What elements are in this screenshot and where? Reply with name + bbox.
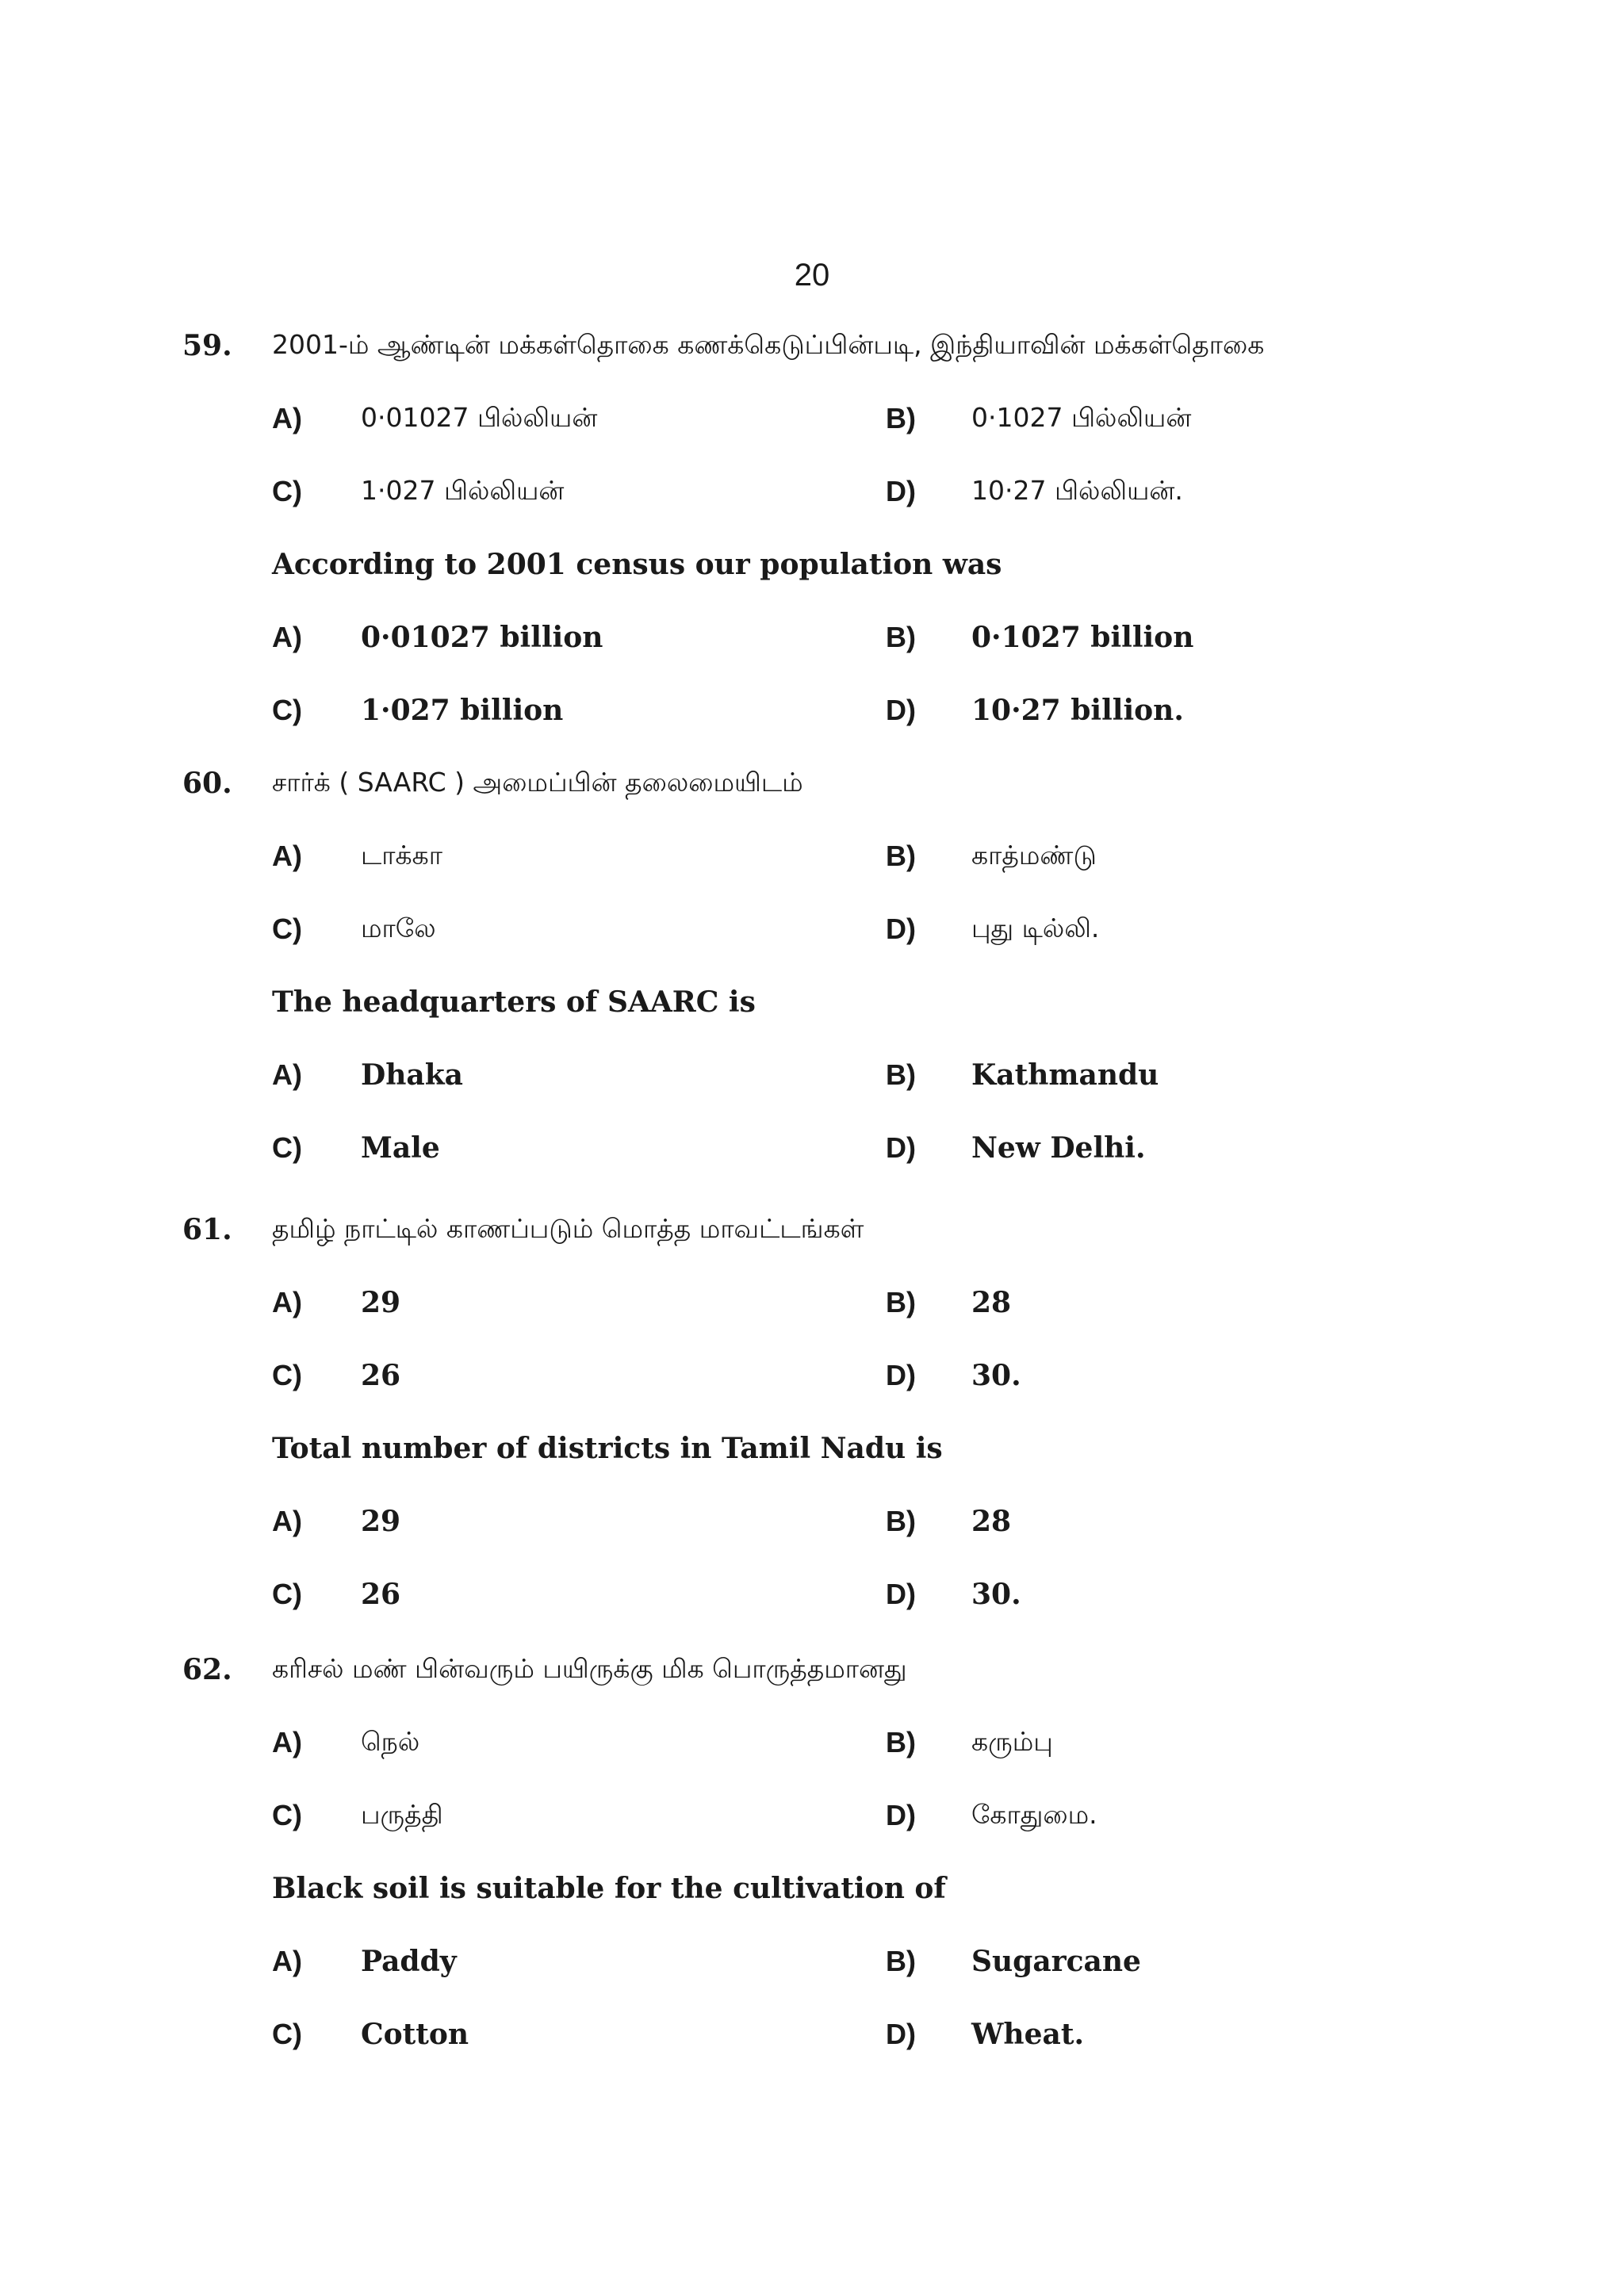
option-text: பருத்தி	[361, 1799, 443, 1830]
option-letter: B)	[886, 402, 916, 434]
option-text: புது டில்லி.	[971, 913, 1100, 943]
option-letter: D)	[886, 1578, 916, 1610]
option-text: Sugarcane	[971, 1945, 1141, 1978]
question-number: 61.	[182, 1213, 232, 1246]
option-text: நெல்	[361, 1726, 420, 1757]
option-letter: D)	[886, 2018, 916, 2050]
option-row	[0, 1578, 1624, 1651]
option-text: 0·1027 billion	[971, 621, 1194, 654]
option-text: காத்மண்டு	[971, 840, 1097, 871]
page-number: 20	[794, 258, 830, 293]
option-letter: B)	[886, 1726, 916, 1758]
question-stem-tamil: தமிழ் நாட்டில் காணப்படும் மொத்த மாவட்டங்கள்	[272, 1213, 864, 1244]
option-letter: D)	[886, 913, 916, 945]
option-text: மாலே	[361, 913, 436, 943]
question-stem-tamil: 2001-ம் ஆண்டின் மக்கள்தொகை கணக்கெடுப்பின்படி, இந்தியாவின் மக்கள்தொகை	[272, 329, 1265, 360]
option-text: 28	[971, 1286, 1012, 1319]
option-text: 1·027 பில்லியன்	[361, 475, 565, 506]
option-row	[0, 1058, 1624, 1131]
option-text: Paddy	[361, 1945, 457, 1978]
question-stem-tamil: சார்க் ( SAARC ) அமைப்பின் தலைமையிடம்	[272, 767, 803, 798]
option-letter: A)	[272, 1058, 302, 1091]
question-stem-english: Total number of districts in Tamil Nadu is	[272, 1432, 943, 1465]
option-letter: D)	[886, 694, 916, 726]
question-stem-english: Black soil is suitable for the cultivation of	[272, 1872, 946, 1905]
option-row	[0, 402, 1624, 475]
option-letter: A)	[272, 840, 302, 872]
option-row	[0, 1799, 1624, 1872]
question-61	[0, 1213, 1624, 1651]
option-text: Wheat.	[971, 2018, 1084, 2051]
option-letter: B)	[886, 621, 916, 653]
option-row	[0, 840, 1624, 913]
option-letter: C)	[272, 1131, 302, 1164]
option-row	[0, 1131, 1624, 1204]
option-letter: A)	[272, 1726, 302, 1758]
option-letter: A)	[272, 402, 302, 434]
option-letter: A)	[272, 1286, 302, 1318]
option-text: 30.	[971, 1578, 1021, 1611]
question-stem-english: According to 2001 census our population was	[272, 548, 1002, 581]
option-row	[0, 913, 1624, 985]
question-stem-english: The headquarters of SAARC is	[272, 985, 756, 1019]
option-text: 0·1027 பில்லியன்	[971, 402, 1192, 433]
option-row	[0, 1726, 1624, 1799]
option-text: 28	[971, 1505, 1012, 1538]
option-letter: D)	[886, 475, 916, 507]
option-row	[0, 694, 1624, 767]
option-text: 29	[361, 1505, 401, 1538]
option-letter: C)	[272, 2018, 302, 2050]
option-row	[0, 621, 1624, 694]
option-text: 0·01027 பில்லியன்	[361, 402, 598, 433]
option-row	[0, 1945, 1624, 2018]
option-row	[0, 2018, 1624, 2091]
option-text: 26	[361, 1578, 401, 1611]
option-letter: D)	[886, 1359, 916, 1391]
option-letter: C)	[272, 475, 302, 507]
option-text: 30.	[971, 1359, 1021, 1392]
option-letter: D)	[886, 1799, 916, 1831]
option-row	[0, 1286, 1624, 1359]
option-text: 10·27 பில்லியன்.	[971, 475, 1183, 506]
option-letter: A)	[272, 1945, 302, 1977]
option-text: 0·01027 billion	[361, 621, 603, 654]
option-letter: B)	[886, 1945, 916, 1977]
option-letter: B)	[886, 840, 916, 872]
question-59	[0, 329, 1624, 767]
question-number: 60.	[182, 767, 232, 800]
option-text: 1·027 billion	[361, 694, 564, 727]
question-stem-tamil: கரிசல் மண் பின்வரும் பயிருக்கு மிக பொருத்தமானது	[272, 1653, 907, 1684]
option-text: New Delhi.	[971, 1131, 1146, 1165]
option-letter: B)	[886, 1286, 916, 1318]
option-letter: C)	[272, 913, 302, 945]
option-text: Male	[361, 1131, 440, 1165]
option-text: Kathmandu	[971, 1058, 1159, 1092]
question-number: 59.	[182, 329, 232, 362]
option-letter: C)	[272, 694, 302, 726]
option-letter: C)	[272, 1359, 302, 1391]
option-text: 10·27 billion.	[971, 694, 1184, 727]
option-letter: C)	[272, 1799, 302, 1831]
option-letter: B)	[886, 1505, 916, 1537]
option-row	[0, 1505, 1624, 1578]
option-text: டாக்கா	[361, 840, 442, 871]
question-60	[0, 767, 1624, 1204]
question-number: 62.	[182, 1653, 232, 1686]
option-letter: D)	[886, 1131, 916, 1164]
option-text: Cotton	[361, 2018, 469, 2051]
option-text: கோதுமை.	[971, 1799, 1097, 1830]
option-text: Dhaka	[361, 1058, 463, 1092]
question-62	[0, 1653, 1624, 2091]
option-letter: C)	[272, 1578, 302, 1610]
option-letter: A)	[272, 1505, 302, 1537]
option-letter: B)	[886, 1058, 916, 1091]
option-text: கரும்பு	[971, 1726, 1053, 1757]
option-letter: A)	[272, 621, 302, 653]
option-text: 26	[361, 1359, 401, 1392]
option-row	[0, 1359, 1624, 1432]
option-text: 29	[361, 1286, 401, 1319]
option-row	[0, 475, 1624, 548]
